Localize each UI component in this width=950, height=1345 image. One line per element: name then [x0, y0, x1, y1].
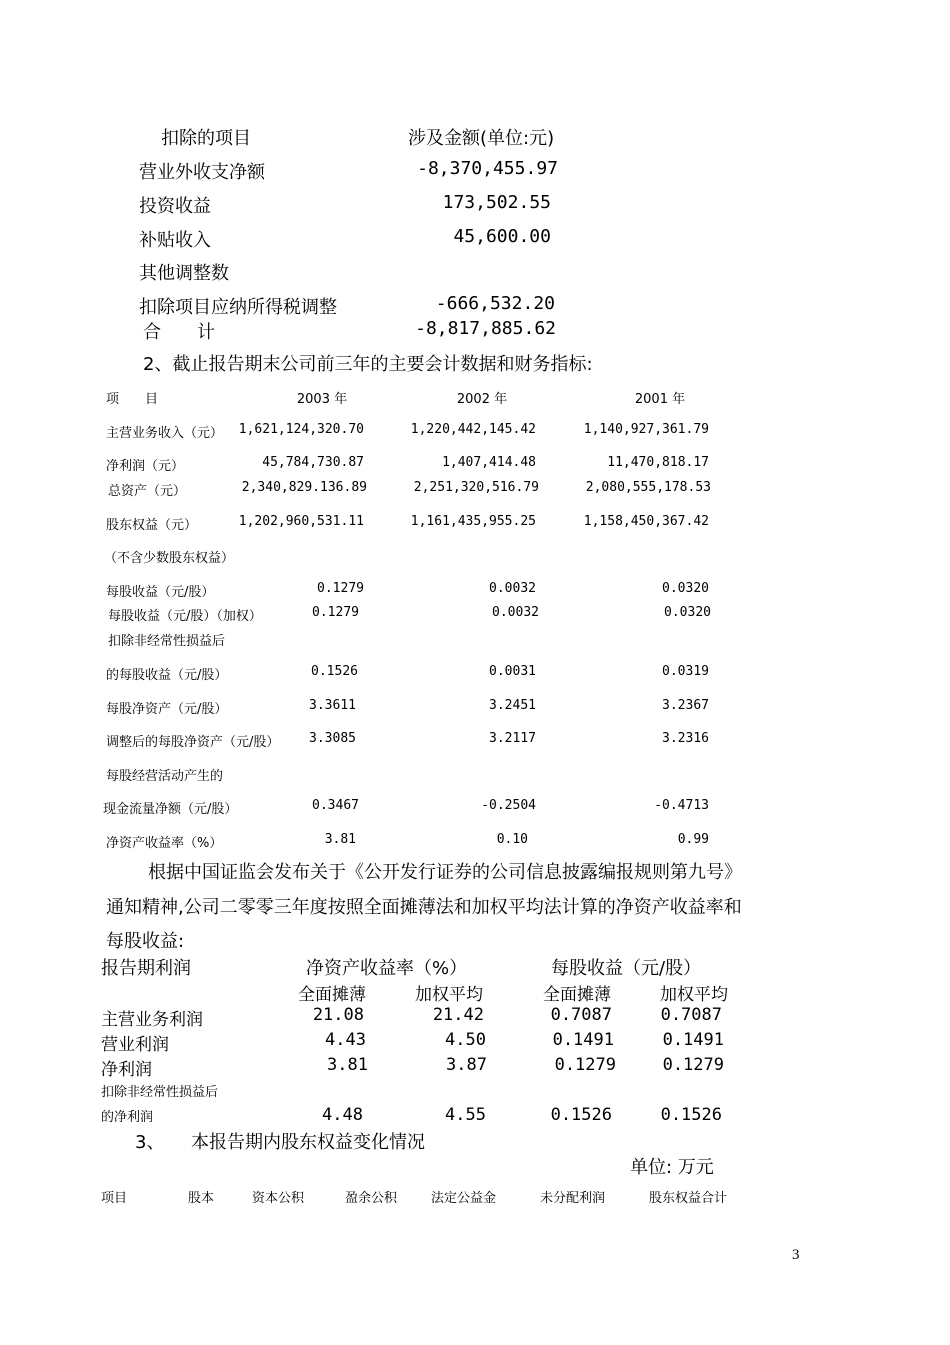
fin-row-value: 1,202,960,531.11 — [238, 514, 364, 529]
page-number: 3 — [792, 1247, 800, 1263]
fin-row-label: 每股收益（元/股）（加权） — [108, 609, 262, 624]
section2-title: 2、截止报告期末公司前三年的主要会计数据和财务指标: — [143, 354, 593, 375]
fin-row-label: 每股收益（元/股） — [106, 585, 215, 600]
deduction-amount: -666,532.20 — [435, 293, 555, 314]
fin-row-value: 0.1279 — [312, 605, 359, 620]
equity-col-header: 股东权益合计 — [649, 1191, 728, 1206]
roe-row-label: 净利润 — [101, 1060, 152, 1080]
deduction-label: 补贴收入 — [139, 230, 211, 251]
roe-row-label: 扣除非经常性损益后 — [101, 1085, 219, 1100]
fin-header-year: 2001 年 — [634, 392, 686, 407]
fin-row-label: 总资产（元） — [108, 484, 187, 499]
paragraph-line: 根据中国证监会发布关于《公开发行证券的公司信息披露编报规则第九号》 — [148, 862, 742, 883]
roe-row-value: 0.1491 — [662, 1030, 724, 1050]
fin-row-value: 0.99 — [677, 832, 709, 847]
equity-col-header: 盈余公积 — [345, 1191, 398, 1206]
equity-col-header: 法定公益金 — [431, 1191, 497, 1206]
roe-row-label: 营业利润 — [101, 1035, 169, 1055]
fin-header-item: 项 目 — [106, 392, 159, 407]
fin-row-label: 股东权益（元） — [106, 518, 198, 533]
fin-row-value: 0.10 — [496, 832, 528, 847]
roe-row-label: 的净利润 — [101, 1110, 154, 1125]
equity-col-header: 资本公积 — [252, 1191, 305, 1206]
fin-row-value: 2,340,829.136.89 — [241, 480, 367, 495]
roe-header-profit: 报告期利润 — [101, 958, 191, 979]
fin-row-value: 11,470,818.17 — [607, 455, 709, 470]
paragraph-line: 每股收益: — [106, 931, 185, 952]
fin-row-value: 0.0032 — [492, 605, 539, 620]
roe-header-eps: 每股收益（元/股） — [551, 958, 702, 979]
fin-row-value: 3.2451 — [489, 698, 536, 713]
roe-row-value: 4.50 — [445, 1030, 486, 1050]
equity-col-header: 项目 — [101, 1191, 128, 1206]
fin-row-label: 现金流量净额（元/股） — [103, 802, 238, 817]
fin-row-value: 3.81 — [324, 832, 356, 847]
fin-row-value: -0.4713 — [654, 798, 709, 813]
fin-row-label: （不含少数股东权益） — [104, 551, 235, 566]
roe-row-value: 0.1279 — [662, 1055, 724, 1075]
fin-row-value: 3.2117 — [489, 731, 536, 746]
roe-subheader: 加权平均 — [660, 985, 728, 1005]
deduction-label: 其他调整数 — [139, 263, 229, 284]
equity-col-header: 未分配利润 — [540, 1191, 606, 1206]
fin-row-value: 45,784,730.87 — [262, 455, 364, 470]
roe-row-value: 0.7087 — [660, 1005, 722, 1025]
fin-row-value: 3.3085 — [309, 731, 356, 746]
deduction-label: 扣除项目应纳所得税调整 — [139, 297, 337, 318]
fin-row-label: 的每股收益（元/股） — [106, 668, 228, 683]
deduction-amount: 173,502.55 — [442, 192, 551, 213]
roe-row-value: 4.48 — [322, 1105, 363, 1125]
deductions-header-item: 扣除的项目 — [161, 128, 251, 149]
fin-row-value: 2,080,555,178.53 — [585, 480, 711, 495]
deductions-total-amount: -8,817,885.62 — [415, 318, 556, 339]
deductions-total-label: 合 计 — [143, 322, 215, 343]
fin-row-value: 3.2367 — [662, 698, 709, 713]
roe-row-value: 0.7087 — [550, 1005, 612, 1025]
section3-unit: 单位: 万元 — [630, 1157, 714, 1178]
fin-row-value: 1,140,927,361.79 — [583, 422, 709, 437]
deduction-label: 营业外收支净额 — [139, 162, 265, 183]
roe-subheader: 全面摊薄 — [543, 985, 611, 1005]
deduction-amount: -8,370,455.97 — [417, 158, 558, 179]
deductions-header-amount: 涉及金额(单位:元) — [408, 128, 555, 149]
paragraph-line: 通知精神,公司二零零三年度按照全面摊薄法和加权平均法计算的净资产收益率和 — [106, 897, 742, 918]
roe-row-value: 0.1279 — [554, 1055, 616, 1075]
fin-row-value: 0.0032 — [489, 581, 536, 596]
fin-row-value: 1,407,414.48 — [442, 455, 536, 470]
fin-row-value: 0.0320 — [664, 605, 711, 620]
fin-row-value: 1,158,450,367.42 — [583, 514, 709, 529]
roe-row-value: 4.43 — [325, 1030, 366, 1050]
roe-row-value: 21.08 — [312, 1005, 364, 1025]
deduction-label: 投资收益 — [139, 196, 211, 217]
roe-row-value: 3.81 — [327, 1055, 368, 1075]
fin-row-value: 1,161,435,955.25 — [410, 514, 536, 529]
fin-row-label: 净资产收益率（%） — [106, 836, 223, 851]
fin-row-value: 0.3467 — [312, 798, 359, 813]
roe-row-value: 0.1526 — [660, 1105, 722, 1125]
fin-row-label: 每股净资产（元/股） — [106, 702, 228, 717]
fin-row-value: 1,621,124,320.70 — [238, 422, 364, 437]
fin-row-value: 0.0319 — [662, 664, 709, 679]
fin-row-label: 主营业务收入（元） — [106, 426, 224, 441]
roe-row-value: 0.1491 — [552, 1030, 614, 1050]
fin-row-value: 1,220,442,145.42 — [410, 422, 536, 437]
fin-row-label: 净利润（元） — [106, 459, 185, 474]
section3-title: 本报告期内股东权益变化情况 — [191, 1132, 425, 1153]
fin-row-value: 3.3611 — [309, 698, 356, 713]
fin-row-value: -0.2504 — [481, 798, 536, 813]
fin-row-value: 2,251,320,516.79 — [413, 480, 539, 495]
roe-subheader: 全面摊薄 — [298, 985, 366, 1005]
fin-row-value: 3.2316 — [662, 731, 709, 746]
roe-header-roe: 净资产收益率（%） — [306, 958, 468, 979]
roe-subheader: 加权平均 — [415, 985, 483, 1005]
roe-row-value: 21.42 — [432, 1005, 484, 1025]
roe-row-value: 0.1526 — [550, 1105, 612, 1125]
fin-row-value: 0.1279 — [317, 581, 364, 596]
fin-row-value: 0.1526 — [311, 664, 358, 679]
fin-row-label: 扣除非经常性损益后 — [108, 634, 226, 649]
roe-row-value: 3.87 — [446, 1055, 487, 1075]
fin-header-year: 2002 年 — [456, 392, 508, 407]
equity-col-header: 股本 — [188, 1191, 215, 1206]
roe-row-value: 4.55 — [445, 1105, 486, 1125]
section3-number: 3、 — [135, 1132, 165, 1153]
fin-header-year: 2003 年 — [296, 392, 348, 407]
fin-row-value: 0.0031 — [489, 664, 536, 679]
deduction-amount: 45,600.00 — [453, 226, 551, 247]
roe-row-label: 主营业务利润 — [101, 1010, 203, 1030]
fin-row-value: 0.0320 — [662, 581, 709, 596]
fin-row-label: 调整后的每股净资产（元/股） — [106, 735, 280, 750]
fin-row-label: 每股经营活动产生的 — [106, 769, 224, 784]
